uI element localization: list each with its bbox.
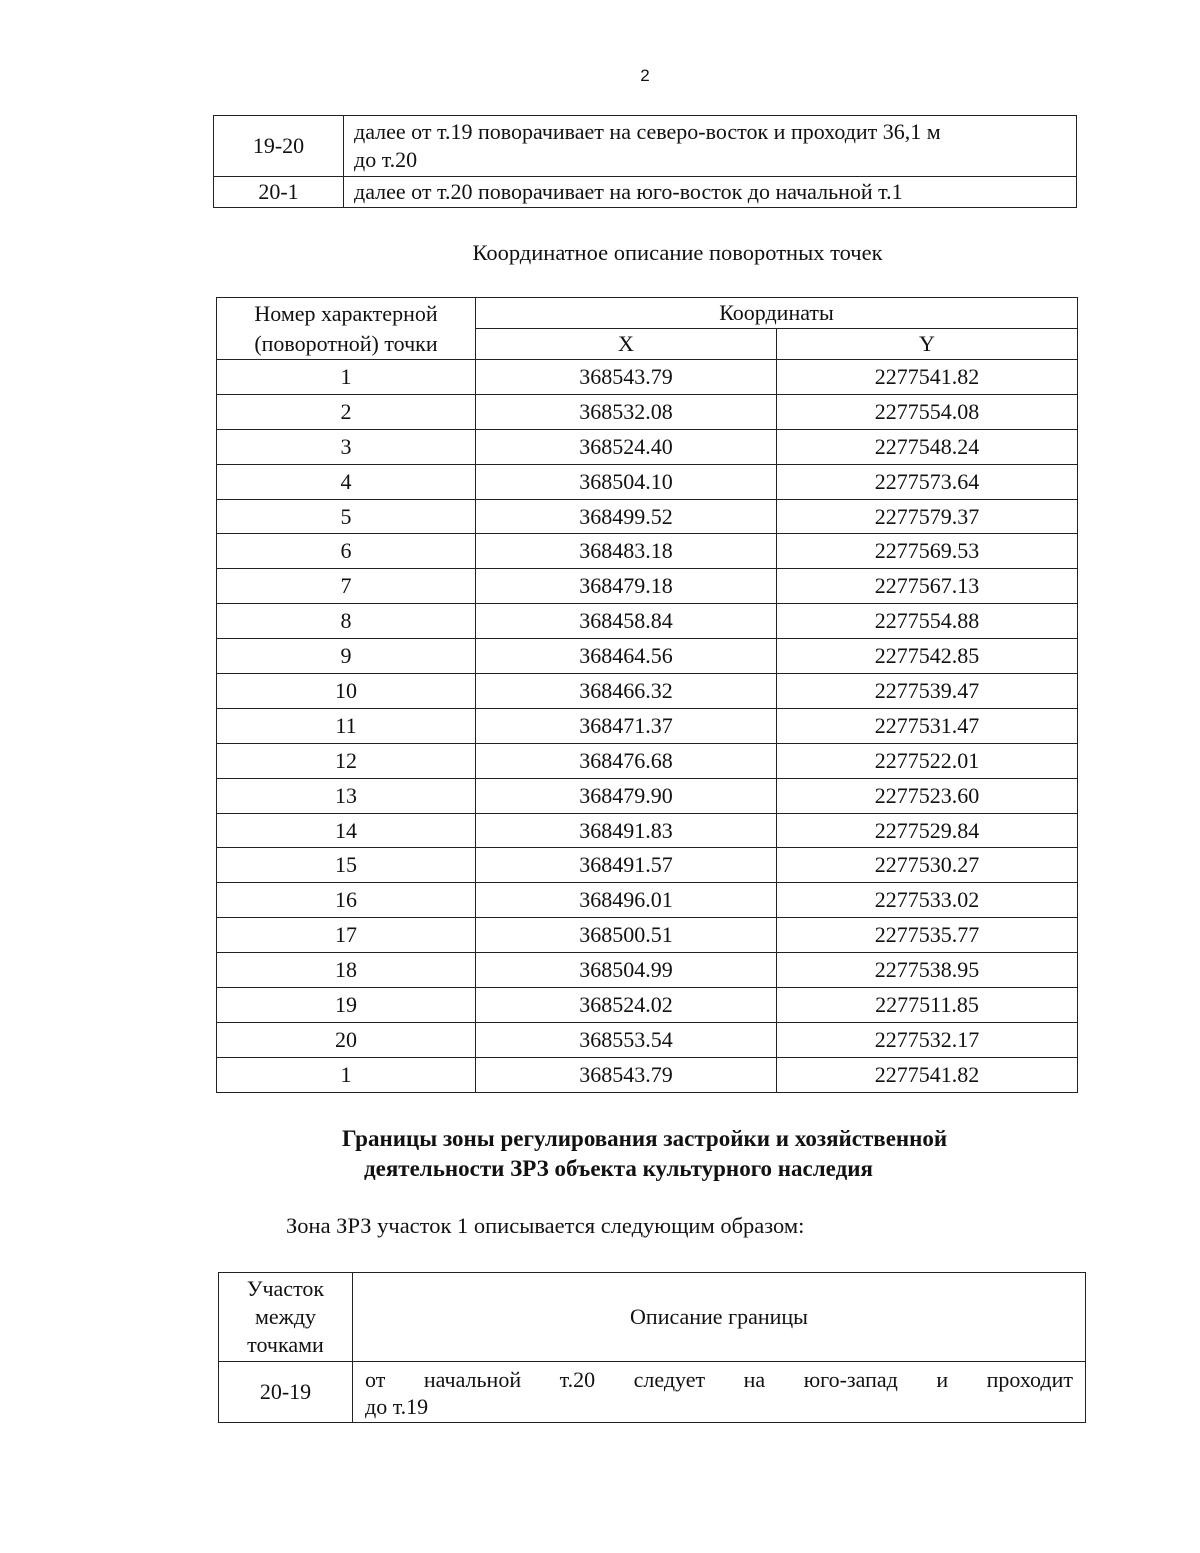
header-line: Номер характерной <box>254 300 438 326</box>
table-row <box>217 813 1078 848</box>
x-coordinate-cell: 368483.18 <box>476 534 777 569</box>
x-coordinate-cell: 368532.08 <box>476 394 777 429</box>
table-row <box>214 177 1077 208</box>
x-coordinate-cell: 368476.68 <box>476 743 777 778</box>
header-line: между <box>254 1304 317 1329</box>
table-row <box>217 953 1078 988</box>
description-header: Описание границы <box>353 1273 1086 1362</box>
y-coordinate-cell: 2277567.13 <box>777 569 1078 604</box>
point-number-cell: 11 <box>217 708 476 743</box>
coordinates-table-body <box>217 360 1078 1093</box>
point-number-cell: 6 <box>217 534 476 569</box>
point-number-cell: 10 <box>217 674 476 709</box>
y-coordinate-cell: 2277522.01 <box>777 743 1078 778</box>
table-row <box>217 464 1078 499</box>
table-row <box>217 1057 1078 1092</box>
y-coordinate-cell: 2277531.47 <box>777 708 1078 743</box>
table-row <box>217 1022 1078 1057</box>
table-header-row <box>219 1273 1086 1362</box>
point-number-cell: 14 <box>217 813 476 848</box>
x-coordinate-cell: 368524.02 <box>476 988 777 1023</box>
x-coordinate-cell: 368543.79 <box>476 1057 777 1092</box>
description-line: до т.20 <box>354 147 418 172</box>
table-row <box>217 848 1078 883</box>
table-row <box>217 429 1078 464</box>
x-coordinate-cell: 368479.18 <box>476 569 777 604</box>
point-number-cell: 20 <box>217 1022 476 1057</box>
y-coordinate-cell: 2277535.77 <box>777 918 1078 953</box>
table-header-row <box>217 298 1078 329</box>
point-number-cell: 18 <box>217 953 476 988</box>
description-cell <box>353 1362 1086 1423</box>
point-number-cell: 12 <box>217 743 476 778</box>
description-line: до т.19 <box>365 1394 429 1419</box>
x-coordinate-cell: 368458.84 <box>476 604 777 639</box>
x-coordinate-cell: 368491.83 <box>476 813 777 848</box>
description-line: далее от т.19 поворачивает на северо-восток и проходит 36,1 м <box>354 119 941 144</box>
y-coordinate-cell: 2277548.24 <box>777 429 1078 464</box>
table-row <box>217 778 1078 813</box>
point-number-cell: 13 <box>217 778 476 813</box>
y-coordinate-cell: 2277533.02 <box>777 883 1078 918</box>
x-coordinate-cell: 368491.57 <box>476 848 777 883</box>
x-coordinate-cell: 368504.10 <box>476 464 777 499</box>
y-coordinate-cell: 2277511.85 <box>777 988 1078 1023</box>
x-header: X <box>476 329 777 360</box>
point-number-cell: 4 <box>217 464 476 499</box>
header-line: Участок <box>246 1276 325 1301</box>
point-number-cell: 15 <box>217 848 476 883</box>
segment-cell: 20-1 <box>214 177 344 208</box>
point-number-cell: 8 <box>217 604 476 639</box>
zone-heading-line: деятельности ЗРЗ объекта культурного наследия <box>364 1156 873 1181</box>
table-row <box>217 534 1078 569</box>
y-coordinate-cell: 2277529.84 <box>777 813 1078 848</box>
x-coordinate-cell: 368479.90 <box>476 778 777 813</box>
point-number-header <box>217 298 476 360</box>
y-coordinate-cell: 2277530.27 <box>777 848 1078 883</box>
x-coordinate-cell: 368464.56 <box>476 639 777 674</box>
table-row <box>217 604 1078 639</box>
table-row <box>217 499 1078 534</box>
zone-intro: Зона ЗРЗ участок 1 описывается следующим образом: <box>286 1213 805 1238</box>
y-coordinate-cell: 2277539.47 <box>777 674 1078 709</box>
page-number: 2 <box>640 66 650 85</box>
x-coordinate-cell: 368500.51 <box>476 918 777 953</box>
y-coordinate-cell: 2277541.82 <box>777 360 1078 395</box>
zone-heading-line: Границы зоны регулирования застройки и хозяйственной <box>342 1126 948 1151</box>
x-coordinate-cell: 368466.32 <box>476 674 777 709</box>
point-number-cell: 1 <box>217 1057 476 1092</box>
point-number-cell: 1 <box>217 360 476 395</box>
y-coordinate-cell: 2277542.85 <box>777 639 1078 674</box>
header-line: точками <box>247 1332 324 1357</box>
point-number-cell: 5 <box>217 499 476 534</box>
x-coordinate-cell: 368496.01 <box>476 883 777 918</box>
segment-header <box>219 1273 353 1362</box>
table-row <box>217 394 1078 429</box>
point-number-cell: 19 <box>217 988 476 1023</box>
point-number-cell: 16 <box>217 883 476 918</box>
y-coordinate-cell: 2277573.64 <box>777 464 1078 499</box>
boundary-continuation-table <box>213 115 1077 208</box>
segment-cell: 19-20 <box>214 116 344 177</box>
table-row <box>217 883 1078 918</box>
point-number-cell: 9 <box>217 639 476 674</box>
point-number-cell: 17 <box>217 918 476 953</box>
table-row <box>217 360 1078 395</box>
x-coordinate-cell: 368504.99 <box>476 953 777 988</box>
point-number-cell: 7 <box>217 569 476 604</box>
y-coordinate-cell: 2277569.53 <box>777 534 1078 569</box>
coordinates-table <box>216 297 1078 1093</box>
y-coordinate-cell: 2277523.60 <box>777 778 1078 813</box>
table-row <box>217 708 1078 743</box>
x-coordinate-cell: 368524.40 <box>476 429 777 464</box>
y-header: Y <box>777 329 1078 360</box>
table-row <box>219 1362 1086 1423</box>
x-coordinate-cell: 368553.54 <box>476 1022 777 1057</box>
x-coordinate-cell: 368471.37 <box>476 708 777 743</box>
coords-section-title: Координатное описание поворотных точек <box>472 240 883 265</box>
coordinates-header: Координаты <box>476 298 1078 329</box>
table-row <box>217 569 1078 604</box>
description-line: от начальной т.20 следует на юго-запад и проходит <box>365 1367 1073 1392</box>
table-row <box>217 988 1078 1023</box>
x-coordinate-cell: 368543.79 <box>476 360 777 395</box>
segment-cell: 20-19 <box>219 1362 353 1423</box>
point-number-cell: 2 <box>217 394 476 429</box>
table-row <box>214 116 1077 177</box>
description-cell: далее от т.20 поворачивает на юго-восток до начальной т.1 <box>344 177 1077 208</box>
y-coordinate-cell: 2277554.08 <box>777 394 1078 429</box>
zone-boundary-table <box>218 1272 1086 1423</box>
x-coordinate-cell: 368499.52 <box>476 499 777 534</box>
y-coordinate-cell: 2277532.17 <box>777 1022 1078 1057</box>
table-row <box>217 743 1078 778</box>
y-coordinate-cell: 2277579.37 <box>777 499 1078 534</box>
table-row <box>217 918 1078 953</box>
header-line: (поворотной) точки <box>254 330 438 356</box>
table-row <box>217 639 1078 674</box>
y-coordinate-cell: 2277541.82 <box>777 1057 1078 1092</box>
y-coordinate-cell: 2277538.95 <box>777 953 1078 988</box>
point-number-cell: 3 <box>217 429 476 464</box>
y-coordinate-cell: 2277554.88 <box>777 604 1078 639</box>
description-cell <box>344 116 1077 177</box>
table-row <box>217 674 1078 709</box>
zone-heading <box>300 1124 1060 1184</box>
